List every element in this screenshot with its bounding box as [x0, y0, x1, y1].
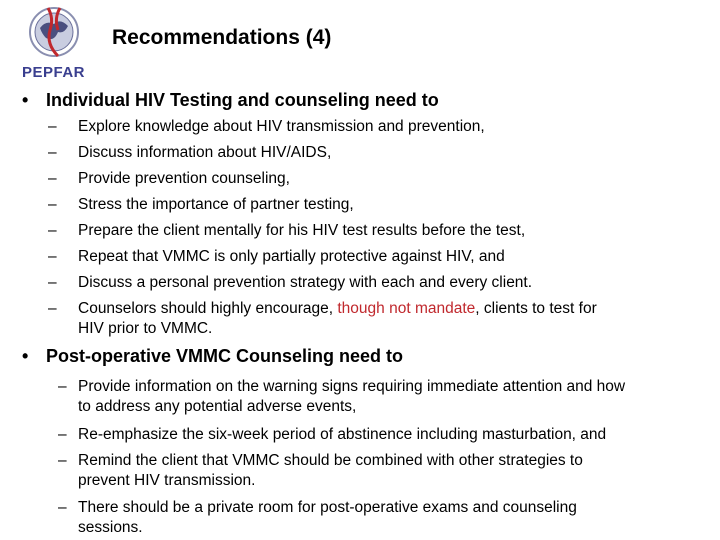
- dash-icon: –: [58, 452, 67, 469]
- list-item-text: Repeat that VMMC is only partially protective against HIV, and: [78, 248, 505, 265]
- list-item-text: Discuss a personal prevention strategy with each and every client.: [78, 274, 533, 291]
- dash-icon: –: [58, 378, 67, 395]
- dash-icon: –: [48, 248, 57, 265]
- list-item-text: Re-emphasize the six-week period of abstinence including masturbation, and: [78, 426, 607, 443]
- section2-heading: Post-operative VMMC Counseling need to: [46, 346, 404, 366]
- list-item-text-line2: sessions.: [78, 519, 143, 536]
- section1-heading: Individual HIV Testing and counseling need to: [46, 90, 439, 110]
- globe-seal-icon: [28, 4, 80, 60]
- dash-icon: –: [48, 196, 57, 213]
- list-item-text: Discuss information about HIV/AIDS,: [78, 144, 332, 161]
- bullet-icon: •: [22, 90, 29, 110]
- list-item-text: Explore knowledge about HIV transmission and prevention,: [78, 118, 485, 135]
- list-item-text: Remind the client that VMMC should be combined with other strategies to: [78, 452, 583, 469]
- bullet-icon: •: [22, 346, 29, 366]
- list-item-text: Prepare the client mentally for his HIV test results before the test,: [78, 222, 526, 239]
- dash-icon: –: [48, 274, 57, 291]
- page-title: Recommendations (4): [112, 26, 332, 49]
- dash-icon: –: [48, 118, 57, 135]
- list-item-text: [78, 299, 597, 318]
- dash-icon: –: [48, 300, 57, 317]
- item-text-before: Counselors should highly encourage,: [78, 300, 338, 317]
- dash-icon: –: [58, 499, 67, 516]
- list-item-text: Provide prevention counseling,: [78, 170, 290, 187]
- list-item-text: There should be a private room for post-operative exams and counseling: [78, 499, 577, 516]
- dash-icon: –: [48, 170, 57, 187]
- logo-text: PEPFAR: [22, 64, 86, 81]
- dash-icon: –: [48, 222, 57, 239]
- list-item-text-line2: to address any potential adverse events,: [78, 398, 357, 415]
- item-text-after: , clients to test for: [475, 300, 597, 317]
- dash-icon: –: [48, 144, 57, 161]
- item-text-highlight: though not mandate: [337, 300, 476, 317]
- pepfar-logo: [18, 4, 88, 84]
- dash-icon: –: [58, 426, 67, 443]
- list-item-text-line2: HIV prior to VMMC.: [78, 320, 213, 337]
- list-item-text: Provide information on the warning signs requiring immediate attention and how: [78, 378, 626, 395]
- list-item-text-line2: prevent HIV transmission.: [78, 472, 256, 489]
- list-item-text: Stress the importance of partner testing,: [78, 196, 354, 213]
